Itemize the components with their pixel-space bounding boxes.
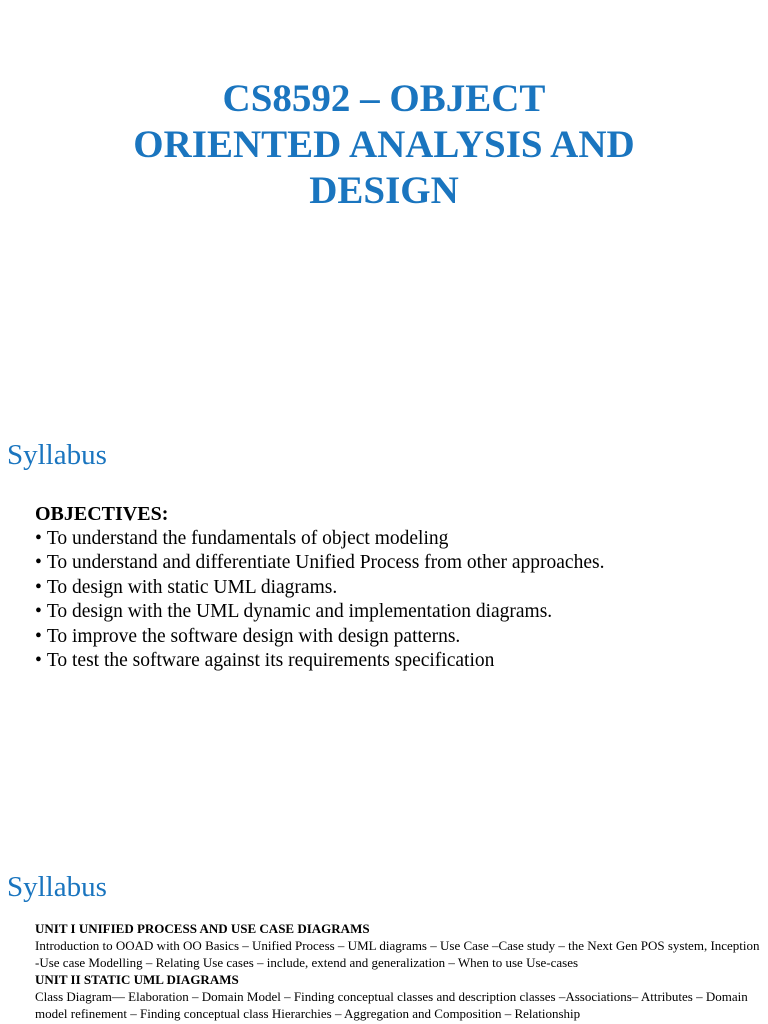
objectives-list [35,527,755,674]
objectives-slide [0,430,768,860]
course-title [0,76,768,214]
unit-1-text: Introduction to OOAD with OO Basics – Unified Process – UML diagrams – Use Case –Case study – the Next Gen POS system, Inception -Use case Modelling – Relating Use cases – include, extend and generalization – When to use Use-cases [35,938,760,970]
objective-item: • To understand the fundamentals of object modeling [35,527,449,549]
course-title-line-1: CS8592 – OBJECT [222,77,546,120]
course-title-line-2: ORIENTED ANALYSIS AND [133,123,635,166]
objective-item: • To test the software against its requirements specification [35,650,495,671]
syllabus-heading: Syllabus [7,439,107,471]
objective-item: • To improve the software design with design patterns. [35,625,461,647]
units-block [35,920,765,1022]
objectives-label: OBJECTIVES: [35,503,169,525]
bullet-icon: • [35,576,42,598]
course-title-line-3: DESIGN [309,169,459,212]
bullet-icon: • [35,625,42,647]
bullet-icon: • [35,552,42,573]
bullet-icon: • [35,527,42,549]
unit-2-text: Class Diagram–– Elaboration – Domain Model – Finding conceptual classes and description classes –Associations– Attributes – Domain model refinement – Finding conceptual class Hierarchies – Aggregation and Composition – Relationship [35,989,748,1021]
bullet-icon: • [35,601,42,622]
units-slide [0,860,768,1024]
objective-item: • To understand and differentiate Unified Process from other approaches. [35,552,605,573]
unit-1-title: UNIT I UNIFIED PROCESS AND USE CASE DIAGRAMS [35,921,370,936]
title-slide [0,0,768,430]
syllabus-heading: Syllabus [7,871,107,903]
objective-item: • To design with the UML dynamic and implementation diagrams. [35,601,553,622]
unit-2-title: UNIT II STATIC UML DIAGRAMS [35,972,239,987]
objectives-block [35,502,755,674]
bullet-icon: • [35,650,42,671]
objective-item: • To design with static UML diagrams. [35,576,338,598]
